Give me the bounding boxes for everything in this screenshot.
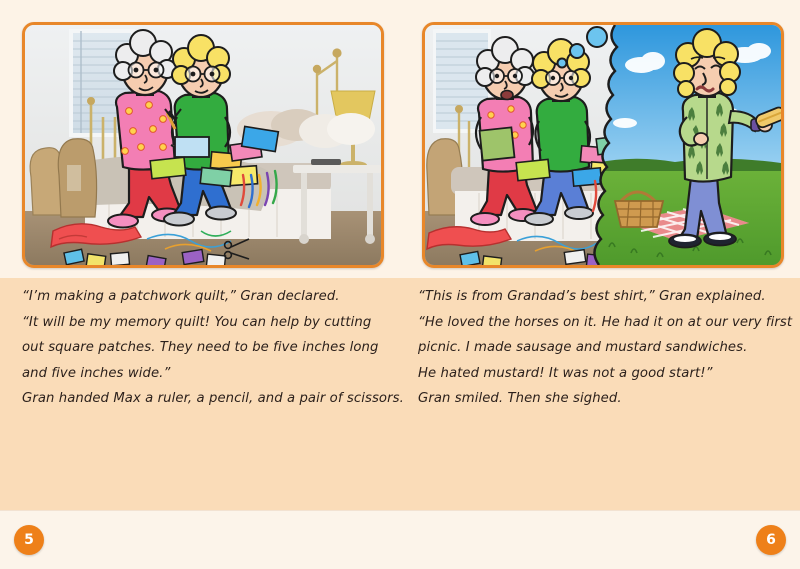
- left-page-text-column: [22, 284, 404, 412]
- right-page-text-column: [418, 284, 793, 412]
- right-illustration-panel: [422, 22, 784, 268]
- text-line: He hated mustard! It was not a good start!”: [418, 365, 713, 381]
- page-number-badge-left: 5: [14, 525, 44, 555]
- left-illustration-panel: [22, 22, 384, 268]
- picnic-flashback-illustration: [425, 25, 781, 265]
- illustration-band: [0, 0, 800, 278]
- text-line: “He loved the horses on it. He had it on at our very first: [418, 314, 793, 330]
- bedroom-scene-illustration: [25, 25, 381, 265]
- page-number-badge-right: 6: [756, 525, 786, 555]
- text-line: and five inches wide.”: [22, 365, 171, 381]
- text-line: picnic. I made sausage and mustard sandwiches.: [418, 340, 748, 356]
- text-line: “This is from Grandad’s best shirt,” Gran explained.: [418, 289, 766, 304]
- text-line: “I’m making a patchwork quilt,” Gran declared.: [22, 289, 340, 304]
- text-line: out square patches. They need to be five inches long: [22, 340, 379, 356]
- text-line: Gran smiled. Then she sighed.: [418, 391, 622, 407]
- text-band: [0, 278, 800, 510]
- page-footer: [0, 510, 800, 569]
- text-line: Gran handed Max a ruler, a pencil, and a pair of scissors.: [22, 391, 404, 407]
- text-line: “It will be my memory quilt! You can help by cutting: [22, 314, 372, 330]
